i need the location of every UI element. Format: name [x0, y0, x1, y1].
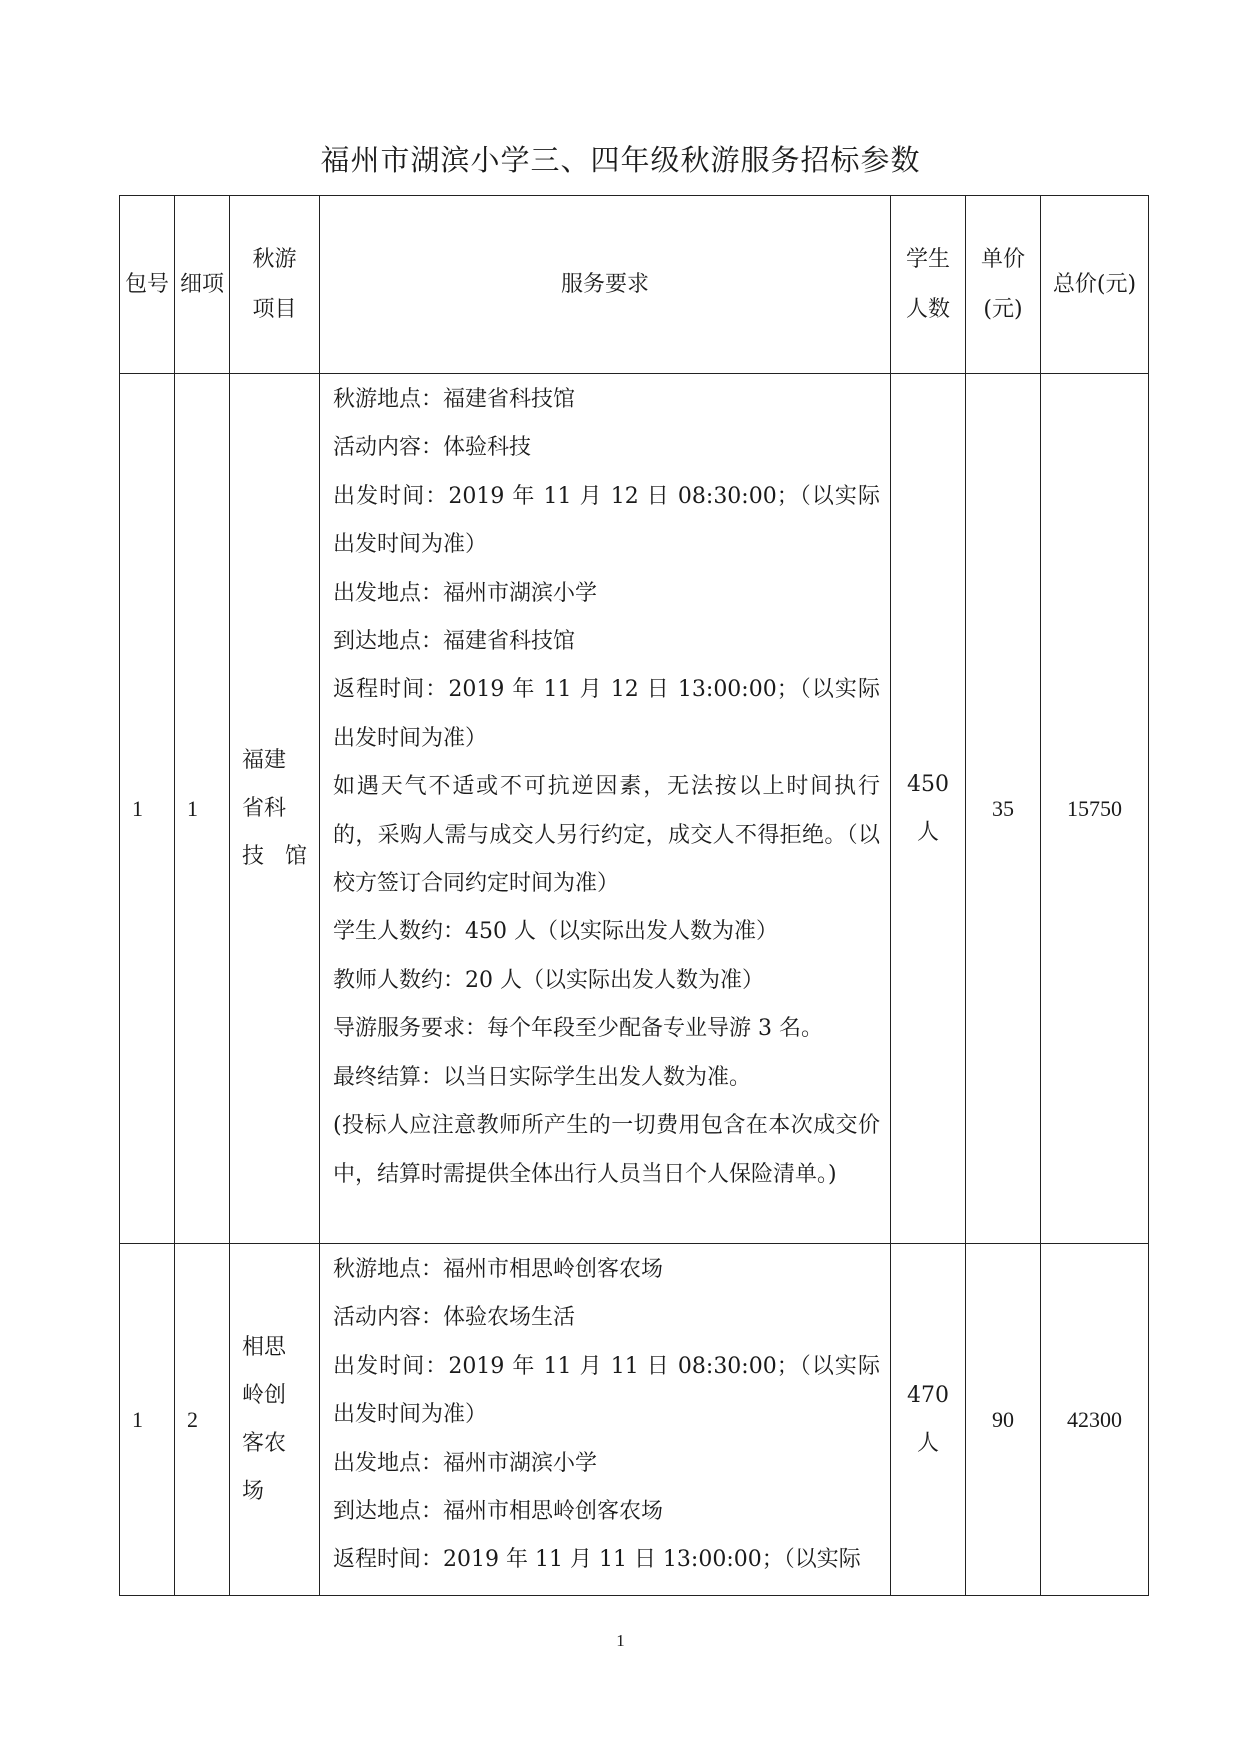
requirement-line: 学生人数约：450 人（以实际出发人数为准）: [333, 919, 778, 945]
cell-students: 470人: [891, 1244, 966, 1596]
requirement-line: 出发地点：福州市湖滨小学: [333, 580, 598, 606]
requirement-line: 活动内容：体验农场生活: [333, 1305, 576, 1331]
requirement-line: 到达地点：福州市相思岭创客农场: [333, 1499, 664, 1525]
header-unit-price: 单价(元): [966, 196, 1041, 374]
requirement-line: 如遇天气不适或不可抗逆因素，无法按以上时间执行的，采购人需与成交人另行约定，成交人不得拒绝。（以校方签订合同约定时间为准）: [333, 774, 880, 897]
requirement-line: 最终结算：以当日实际学生出发人数为准。: [333, 1064, 752, 1090]
table-header-row: [120, 196, 1149, 374]
header-package: 包号: [120, 196, 175, 374]
header-project: 秋游项目: [230, 196, 320, 374]
cell-unit-price: 90: [966, 1244, 1041, 1596]
cell-students: 450人: [891, 374, 966, 1244]
requirement-line: 返程时间：2019 年 11 月 12 日 13:00:00；（以实际出发时间为准）: [333, 677, 880, 751]
requirement-line: 秋游地点：福州市相思岭创客农场: [333, 1257, 664, 1282]
document-title: 福州市湖滨小学三、四年级秋游服务招标参数: [320, 143, 921, 177]
cell-total-price: 42300: [1041, 1244, 1149, 1596]
cell-project: 福建省科技馆: [230, 374, 320, 1244]
requirement-line: 秋游地点：福建省科技馆: [333, 387, 576, 412]
requirement-line: 出发地点：福州市湖滨小学: [333, 1450, 598, 1476]
cell-project: 相思岭创客农场: [230, 1244, 320, 1596]
header-total-price: 总价(元): [1041, 196, 1149, 374]
requirement-line: 教师人数约：20 人（以实际出发人数为准）: [333, 967, 764, 993]
table-row: [120, 374, 1149, 1244]
requirement-line: 返程时间：2019 年 11 月 11 日 13:00:00；（以实际: [333, 1547, 861, 1573]
cell-total-price: 15750: [1041, 374, 1149, 1244]
requirement-line: (投标人应注意教师所产生的一切费用包含在本次成交价中，结算时需提供全体出行人员当日个人保险清单。): [333, 1113, 880, 1187]
cell-unit-price: 35: [966, 374, 1041, 1244]
header-item: 细项: [175, 196, 230, 374]
requirement-line: 出发时间：2019 年 11 月 12 日 08:30:00；（以实际出发时间为准）: [333, 483, 880, 558]
header-requirements: 服务要求: [320, 196, 891, 374]
requirement-line: 活动内容：体验科技: [333, 435, 532, 461]
table-row: [120, 1244, 1149, 1596]
cell-item: 1: [175, 374, 230, 1244]
requirement-line: 到达地点：福建省科技馆: [333, 629, 576, 655]
header-students: 学生人数: [891, 196, 966, 374]
page-number: 1: [616, 1631, 625, 1650]
cell-package: 1: [120, 1244, 175, 1596]
cell-item: 2: [175, 1244, 230, 1596]
cell-requirements: [320, 374, 891, 1244]
tender-parameters-table: [119, 195, 1149, 1596]
cell-package: 1: [120, 374, 175, 1244]
requirement-line: 出发时间：2019 年 11 月 11 日 08:30:00；（以实际出发时间为准）: [333, 1353, 880, 1428]
requirement-line: 导游服务要求：每个年段至少配备专业导游 3 名。: [333, 1016, 823, 1042]
cell-requirements: [320, 1244, 891, 1596]
